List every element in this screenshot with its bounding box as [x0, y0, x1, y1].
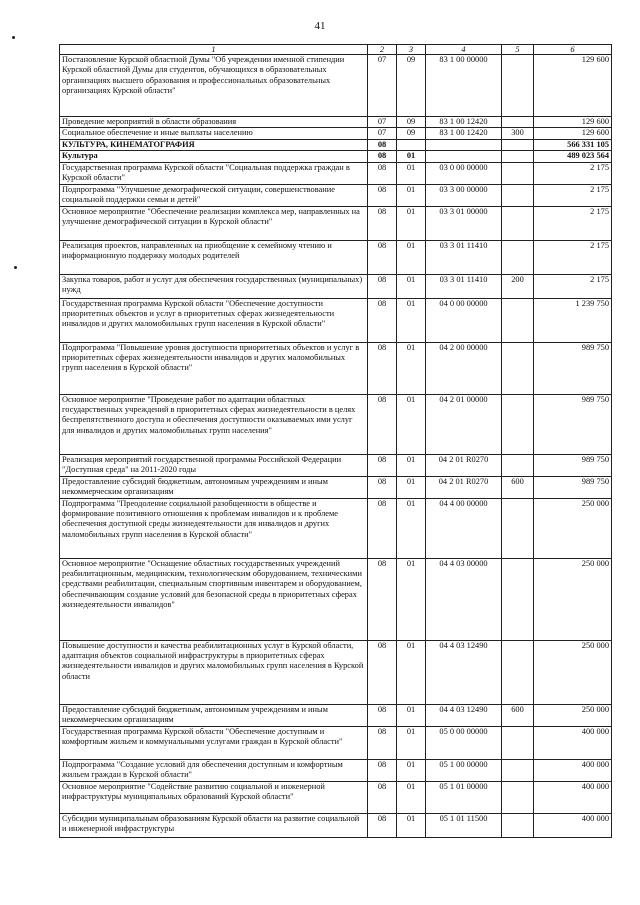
subsection-code: 01	[397, 558, 426, 640]
item-name: Реализация мероприятий государственной программы Российской Федерации "Доступная среда" на 2011-2020 годы	[60, 454, 368, 476]
table-row	[60, 274, 612, 298]
target-article-code: 83 1 00 12420	[426, 117, 502, 128]
amount: 2 175	[534, 162, 612, 184]
section-code: 08	[368, 151, 397, 162]
table-row	[60, 813, 612, 837]
item-name: Подпрограмма "Создание условий для обеспечения доступным и комфортным жильем граждан в Курской области"	[60, 759, 368, 781]
column-number: 5	[502, 45, 534, 55]
expense-type-code	[502, 813, 534, 837]
expense-type-code	[502, 640, 534, 704]
target-article-code: 04 4 00 00000	[426, 498, 502, 558]
item-name: Повышение доступности и качества реабилитационных услуг в Курской области, адаптация объектов социальной инфраструктуры в приоритетных сферах жизнедеятельности инвалидов и других маломобильных групп населения в Курской области	[60, 640, 368, 704]
target-article-code	[426, 139, 502, 150]
expense-type-code	[502, 55, 534, 117]
target-article-code: 04 2 00 00000	[426, 342, 502, 394]
item-name: Постановление Курской областной Думы "Об учреждении именной стипендии Курской областной Думы для студентов, обучающихся в образовательных организациях высшего образования и профессиональных образовательных организациях Курской области"	[60, 55, 368, 117]
section-code: 08	[368, 759, 397, 781]
target-article-code: 04 4 03 12490	[426, 704, 502, 726]
expense-type-code	[502, 342, 534, 394]
target-article-code: 05 1 01 00000	[426, 781, 502, 813]
table-row	[60, 240, 612, 274]
expense-type-code	[502, 726, 534, 759]
item-name: КУЛЬТУРА, КИНЕМАТОГРАФИЯ	[60, 139, 368, 150]
expense-type-code: 600	[502, 476, 534, 498]
target-article-code: 04 4 03 00000	[426, 558, 502, 640]
target-article-code: 04 4 03 12490	[426, 640, 502, 704]
subsection-code: 01	[397, 726, 426, 759]
amount: 400 000	[534, 759, 612, 781]
item-name: Государственная программа Курской области "Обеспечение доступности приоритетных объектов и услуг в приоритетных сферах жизнедеятельности инвалидов и других маломобильных групп населения в Курской области"	[60, 298, 368, 342]
section-code: 07	[368, 128, 397, 139]
target-article-code: 03 3 01 11410	[426, 240, 502, 274]
subsection-code: 01	[397, 394, 426, 454]
subsection-code: 01	[397, 813, 426, 837]
amount: 989 750	[534, 342, 612, 394]
item-name: Субсидии муниципальным образованиям Курской области на развитие социальной и инженерной инфраструктуры	[60, 813, 368, 837]
section-code: 07	[368, 117, 397, 128]
table-row	[60, 342, 612, 394]
section-code: 07	[368, 55, 397, 117]
subsection-code: 09	[397, 128, 426, 139]
table-row	[60, 55, 612, 117]
section-code: 08	[368, 704, 397, 726]
table-row	[60, 498, 612, 558]
item-name: Подпрограмма "Улучшение демографической ситуации, совершенствование социальной поддержки семьи и детей"	[60, 184, 368, 206]
amount: 400 000	[534, 781, 612, 813]
subsection-code: 01	[397, 274, 426, 298]
section-code: 08	[368, 298, 397, 342]
section-code: 08	[368, 342, 397, 394]
subsection-code: 01	[397, 781, 426, 813]
section-code: 08	[368, 240, 397, 274]
subsection-code: 01	[397, 206, 426, 240]
expense-type-code	[502, 206, 534, 240]
page-number: 41	[314, 20, 326, 32]
expense-type-code	[502, 139, 534, 150]
table-row	[60, 394, 612, 454]
subsection-code: 01	[397, 640, 426, 704]
target-article-code: 04 2 01 R0270	[426, 476, 502, 498]
margin-mark	[14, 266, 17, 269]
section-code: 08	[368, 139, 397, 150]
item-name: Государственная программа Курской области "Социальная поддержка граждан в Курской области"	[60, 162, 368, 184]
target-article-code	[426, 151, 502, 162]
column-number: 6	[534, 45, 612, 55]
section-code: 08	[368, 184, 397, 206]
item-name: Основное мероприятие "Оснащение областных государственных учреждений реабилитационным, медицинским, технологическим оборудованием, техническими средствами реабилитации, специальным спортивным инвентарем и оборудованием, обеспечивающим создание условий для безопасной среды в приоритетных сферах жизнедеятельности инвалидов"	[60, 558, 368, 640]
subsection-code: 01	[397, 342, 426, 394]
target-article-code: 03 3 01 00000	[426, 206, 502, 240]
item-name: Государственная программа Курской области "Обеспечение доступным и комфортным жильем и коммунальными услугами граждан в Курской области"	[60, 726, 368, 759]
subsection-code: 01	[397, 184, 426, 206]
amount: 250 000	[534, 558, 612, 640]
table-row	[60, 558, 612, 640]
amount: 2 175	[534, 240, 612, 274]
table-row	[60, 476, 612, 498]
table-row	[60, 117, 612, 128]
subsection-code: 01	[397, 759, 426, 781]
column-number: 3	[397, 45, 426, 55]
column-number: 1	[60, 45, 368, 55]
amount: 989 750	[534, 454, 612, 476]
item-name: Социальное обеспечение и иные выплаты населению	[60, 128, 368, 139]
amount: 489 023 564	[534, 151, 612, 162]
table-row	[60, 759, 612, 781]
section-code: 08	[368, 206, 397, 240]
expense-type-code	[502, 151, 534, 162]
section-code: 08	[368, 498, 397, 558]
target-article-code: 03 0 00 00000	[426, 162, 502, 184]
section-code: 08	[368, 781, 397, 813]
table-row	[60, 726, 612, 759]
section-code: 08	[368, 640, 397, 704]
amount: 129 600	[534, 128, 612, 139]
subsection-code: 01	[397, 454, 426, 476]
expense-type-code	[502, 498, 534, 558]
subsection-code: 09	[397, 117, 426, 128]
expense-type-code: 200	[502, 274, 534, 298]
subsection-code: 01	[397, 240, 426, 274]
expense-type-code	[502, 117, 534, 128]
item-name: Культура	[60, 151, 368, 162]
subsection-code: 01	[397, 498, 426, 558]
subsection-code: 01	[397, 151, 426, 162]
amount: 1 239 750	[534, 298, 612, 342]
amount: 400 000	[534, 813, 612, 837]
table-row	[60, 454, 612, 476]
section-code: 08	[368, 476, 397, 498]
expense-type-code	[502, 240, 534, 274]
table-row	[60, 184, 612, 206]
table-row	[60, 298, 612, 342]
section-code: 08	[368, 394, 397, 454]
subsection-code	[397, 139, 426, 150]
amount: 400 000	[534, 726, 612, 759]
section-code: 08	[368, 813, 397, 837]
column-number: 2	[368, 45, 397, 55]
section-code: 08	[368, 454, 397, 476]
target-article-code: 83 1 00 00000	[426, 55, 502, 117]
expense-type-code	[502, 162, 534, 184]
amount: 989 750	[534, 394, 612, 454]
target-article-code: 04 0 00 00000	[426, 298, 502, 342]
amount: 129 600	[534, 117, 612, 128]
margin-mark	[12, 36, 15, 39]
amount: 129 600	[534, 55, 612, 117]
target-article-code: 05 0 00 00000	[426, 726, 502, 759]
subsection-code: 01	[397, 704, 426, 726]
subsection-code: 09	[397, 55, 426, 117]
section-code: 08	[368, 274, 397, 298]
amount: 2 175	[534, 274, 612, 298]
table-row	[60, 128, 612, 139]
expense-type-code	[502, 781, 534, 813]
expense-type-code	[502, 759, 534, 781]
item-name: Предоставление субсидий бюджетным, автономным учреждениям и иным некоммерческим организациям	[60, 476, 368, 498]
item-name: Закупка товаров, работ и услуг для обеспечения государственных (муниципальных) нужд	[60, 274, 368, 298]
table-row	[60, 640, 612, 704]
target-article-code: 04 2 01 R0270	[426, 454, 502, 476]
column-number: 4	[426, 45, 502, 55]
amount: 250 000	[534, 640, 612, 704]
subsection-code: 01	[397, 298, 426, 342]
target-article-code: 03 3 01 11410	[426, 274, 502, 298]
item-name: Реализация проектов, направленных на приобщение к семейному чтению и информационную поддержку молодых родителей	[60, 240, 368, 274]
amount: 250 000	[534, 498, 612, 558]
section-code: 08	[368, 726, 397, 759]
expense-type-code	[502, 558, 534, 640]
table-row	[60, 139, 612, 150]
column-number-row	[60, 45, 612, 55]
amount: 2 175	[534, 184, 612, 206]
amount: 566 331 105	[534, 139, 612, 150]
subsection-code: 01	[397, 162, 426, 184]
expense-type-code	[502, 394, 534, 454]
target-article-code: 03 3 00 00000	[426, 184, 502, 206]
item-name: Подпрограмма "Преодоление социальной разобщенности в обществе и формирование позитивного отношения к проблемам инвалидов и к проблеме обеспечения доступной среды жизнедеятельности для инвалидов и других маломобильных групп населения в Курской области"	[60, 498, 368, 558]
target-article-code: 04 2 01 00000	[426, 394, 502, 454]
table-row	[60, 704, 612, 726]
section-code: 08	[368, 558, 397, 640]
expense-type-code	[502, 184, 534, 206]
amount: 2 175	[534, 206, 612, 240]
section-code: 08	[368, 162, 397, 184]
item-name: Предоставление субсидий бюджетным, автономным учреждениям и иным некоммерческим организациям	[60, 704, 368, 726]
table-row	[60, 206, 612, 240]
subsection-code: 01	[397, 476, 426, 498]
table-row	[60, 781, 612, 813]
amount: 250 000	[534, 704, 612, 726]
item-name: Основное мероприятие "Обеспечение реализации комплекса мер, направленных на улучшение демографической ситуации в Курской области"	[60, 206, 368, 240]
expense-type-code: 600	[502, 704, 534, 726]
budget-table	[59, 44, 612, 838]
item-name: Проведение мероприятий в области образования	[60, 117, 368, 128]
expense-type-code: 300	[502, 128, 534, 139]
item-name: Подпрограмма "Повышение уровня доступности приоритетных объектов и услуг в приоритетных сферах жизнедеятельности инвалидов и других маломобильных групп населения в Курской области"	[60, 342, 368, 394]
target-article-code: 83 1 00 12420	[426, 128, 502, 139]
expense-type-code	[502, 454, 534, 476]
target-article-code: 05 1 01 11500	[426, 813, 502, 837]
table-row	[60, 162, 612, 184]
expense-type-code	[502, 298, 534, 342]
item-name: Основное мероприятие "Проведение работ по адаптации областных государственных учреждений в приоритетных сферах жизнедеятельности в целях беспрепятственного доступа и обеспечения доступности оказываемых ими услуг для инвалидов и других маломобильных групп населения"	[60, 394, 368, 454]
amount: 989 750	[534, 476, 612, 498]
table-row	[60, 151, 612, 162]
target-article-code: 05 1 00 00000	[426, 759, 502, 781]
item-name: Основное мероприятие "Содействие развитию социальной и инженерной инфраструктуры муниципальных образований Курской области"	[60, 781, 368, 813]
